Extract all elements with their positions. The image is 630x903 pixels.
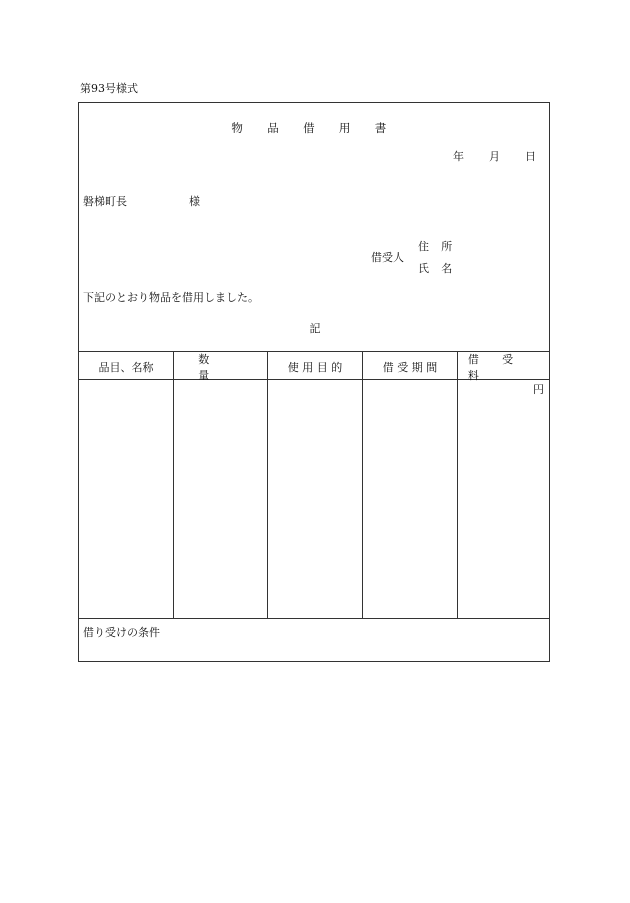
borrower-address-label: 住 所 [418, 240, 457, 253]
column-header-purpose: 使 用 目 的 [287, 361, 343, 374]
statement-text: 下記のとおり物品を借用しました。 [83, 291, 259, 304]
column-header-fee: 借 受 料 [467, 353, 524, 382]
addressee-name: 磐梯町長 [83, 195, 127, 208]
column-divider [362, 351, 363, 618]
date-year-label: 年 [453, 150, 464, 163]
addressee-honorific: 様 [189, 195, 200, 208]
note-heading: 記 [309, 322, 321, 335]
form-number: 第93号様式 [80, 82, 138, 95]
borrower-label: 借受人 [371, 251, 404, 264]
loan-form [78, 102, 550, 662]
column-divider [267, 351, 268, 618]
column-divider [173, 351, 174, 618]
conditions-label: 借り受けの条件 [83, 626, 160, 639]
table-bottom-border [79, 618, 549, 619]
date-month-label: 月 [489, 150, 500, 163]
column-header-period: 借 受 期 間 [382, 361, 438, 374]
fee-unit: 円 [533, 383, 544, 396]
column-divider [457, 351, 458, 618]
date-day-label: 日 [525, 150, 536, 163]
borrower-name-label: 氏 名 [418, 262, 457, 275]
column-header-quantity: 数 量 [198, 353, 234, 382]
document-title: 物 品 借 用 書 [231, 121, 397, 135]
column-header-item-name: 品目、名称 [98, 361, 154, 374]
